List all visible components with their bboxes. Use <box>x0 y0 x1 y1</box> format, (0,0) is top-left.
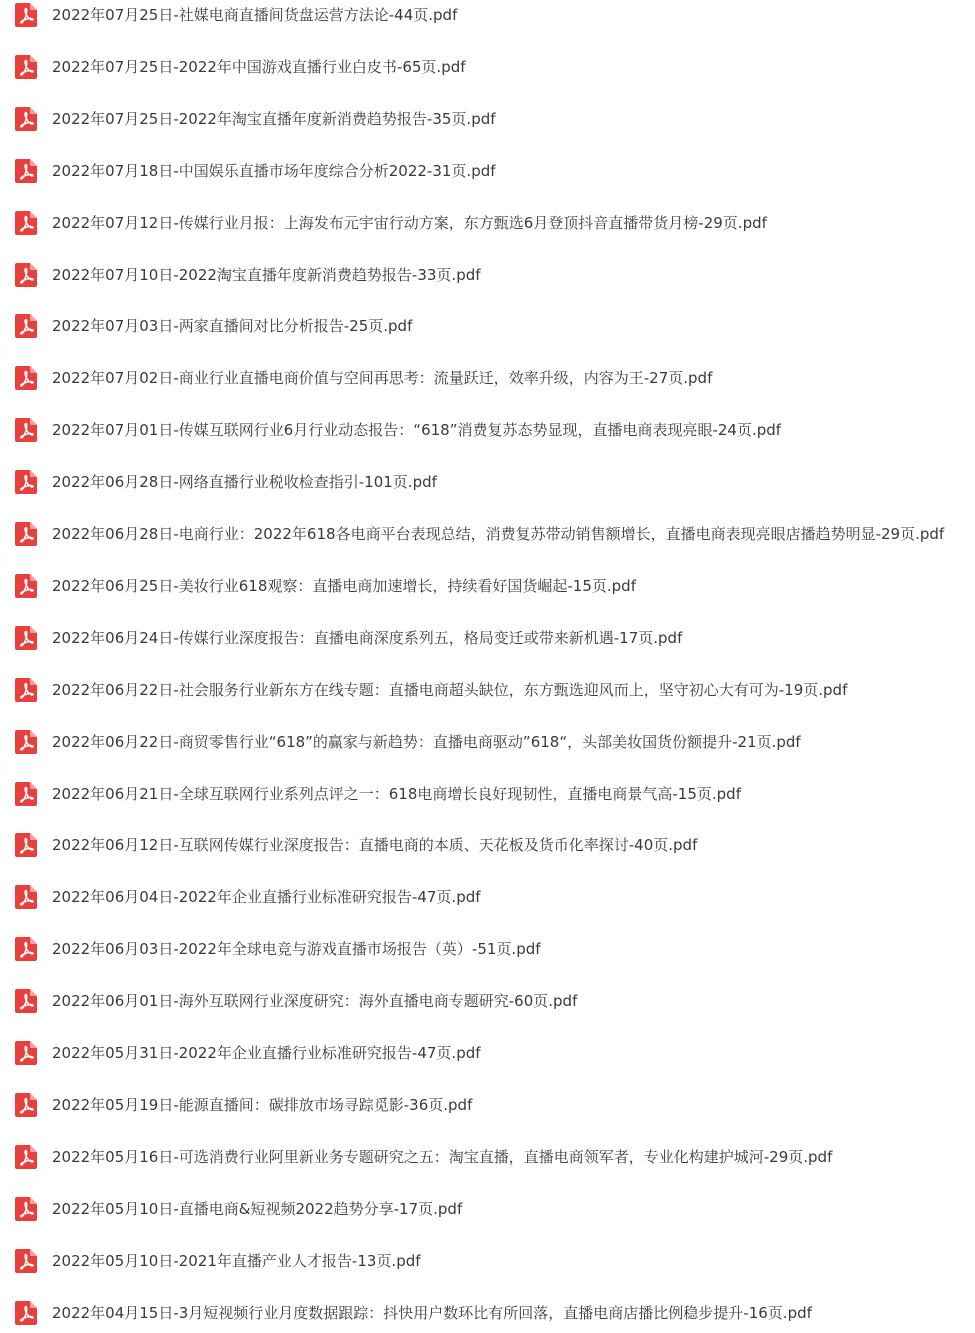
pdf-icon <box>15 885 37 909</box>
file-name: 2022年05月31日-2022年企业直播行业标准研究报告-47页.pdf <box>52 1044 481 1062</box>
file-name: 2022年05月16日-可选消费行业阿里新业务专题研究之五：淘宝直播，直播电商领军者，专业化构建护城河-29页.pdf <box>52 1147 833 1166</box>
file-list-item[interactable] <box>0 618 975 658</box>
pdf-icon <box>15 107 37 131</box>
file-name: 2022年06月28日-网络直播行业税收检查指引-101页.pdf <box>52 473 437 492</box>
pdf-icon <box>15 314 37 338</box>
file-list-item[interactable] <box>0 825 975 865</box>
pdf-icon <box>15 366 37 390</box>
file-list-item[interactable] <box>0 0 975 35</box>
pdf-icon <box>15 1197 37 1221</box>
file-list-item[interactable] <box>0 722 975 762</box>
file-name: 2022年05月10日-2021年直播产业人才报告-13页.pdf <box>52 1251 421 1270</box>
file-name: 2022年07月25日-2022年淘宝直播年度新消费趋势报告-35页.pdf <box>52 109 496 128</box>
pdf-icon <box>15 3 37 27</box>
file-name: 2022年06月01日-海外互联网行业深度研究：海外直播电商专题研究-60页.pdf <box>52 992 578 1011</box>
file-name: 2022年06月25日-美妆行业618观察：直播电商加速增长，持续看好国货崛起-15页.pdf <box>52 576 636 595</box>
pdf-icon <box>15 782 37 806</box>
file-list-item[interactable] <box>0 255 975 295</box>
file-name: 2022年07月12日-传媒行业月报：上海发布元宇宙行动方案，东方甄选6月登顶抖音直播带货月榜-29页.pdf <box>52 213 767 232</box>
file-list-item[interactable] <box>0 1033 975 1073</box>
file-list-item[interactable] <box>0 566 975 606</box>
file-list-item[interactable] <box>0 981 975 1021</box>
pdf-icon <box>15 626 37 650</box>
pdf-icon <box>15 159 37 183</box>
pdf-icon <box>15 989 37 1013</box>
pdf-icon <box>15 937 37 961</box>
file-list-item[interactable] <box>0 1085 975 1125</box>
file-name: 2022年06月04日-2022年企业直播行业标准研究报告-47页.pdf <box>52 888 481 907</box>
pdf-icon <box>15 211 37 235</box>
pdf-icon <box>15 1145 37 1169</box>
pdf-icon <box>15 263 37 287</box>
file-name: 2022年07月03日-两家直播间对比分析报告-25页.pdf <box>52 317 413 336</box>
file-list-item[interactable] <box>0 462 975 502</box>
pdf-icon <box>15 470 37 494</box>
file-name: 2022年04月15日-3月短视频行业月度数据跟踪：抖快用户数环比有所回落，直播电商店播比例稳步提升-16页.pdf <box>52 1303 812 1322</box>
file-list-item[interactable] <box>0 514 975 554</box>
file-list-item[interactable] <box>0 151 975 191</box>
pdf-icon <box>15 730 37 754</box>
file-list-item[interactable] <box>0 99 975 139</box>
file-list-item[interactable] <box>0 877 975 917</box>
pdf-icon <box>15 678 37 702</box>
file-name: 2022年07月02日-商业行业直播电商价值与空间再思考：流量跃迁，效率升级，内容为王-27页.pdf <box>52 369 713 388</box>
file-name: 2022年06月03日-2022年全球电竞与游戏直播市场报告（英）-51页.pdf <box>52 940 541 959</box>
file-list-item[interactable] <box>0 306 975 346</box>
file-name: 2022年06月28日-电商行业：2022年618各电商平台表现总结，消费复苏带动销售额增长，直播电商表现亮眼店播趋势明显-29页.pdf <box>52 525 945 543</box>
file-list-item[interactable] <box>0 47 975 87</box>
file-name: 2022年05月19日-能源直播间：碳排放市场寻踪觅影-36页.pdf <box>52 1095 473 1114</box>
pdf-icon <box>15 522 37 546</box>
file-name: 2022年07月25日-2022年中国游戏直播行业白皮书-65页.pdf <box>52 57 466 76</box>
file-name: 2022年06月24日-传媒行业深度报告：直播电商深度系列五，格局变迁或带来新机遇-17页.pdf <box>52 628 683 647</box>
file-name: 2022年06月21日-全球互联网行业系列点评之一：618电商增长良好现韧性，直播电商景气高-15页.pdf <box>52 784 741 803</box>
file-list-item[interactable] <box>0 1241 975 1281</box>
pdf-icon <box>15 574 37 598</box>
pdf-icon <box>15 418 37 442</box>
pdf-icon <box>15 1041 37 1065</box>
file-name: 2022年07月10日-2022淘宝直播年度新消费趋势报告-33页.pdf <box>52 265 481 284</box>
pdf-icon <box>15 1093 37 1117</box>
file-list-item[interactable] <box>0 929 975 969</box>
file-list-item[interactable] <box>0 670 975 710</box>
file-name: 2022年06月22日-商贸零售行业“618”的赢家与新趋势：直播电商驱动”618“，头部美妆国货份额提升-21页.pdf <box>52 732 801 751</box>
pdf-icon <box>15 1301 37 1325</box>
file-list-item[interactable] <box>0 1137 975 1177</box>
file-list-item[interactable] <box>0 774 975 814</box>
file-list-item[interactable] <box>0 1189 975 1229</box>
pdf-icon <box>15 833 37 857</box>
file-name: 2022年06月22日-社会服务行业新东方在线专题：直播电商超头缺位，东方甄选迎风而上，坚守初心大有可为-19页.pdf <box>52 680 848 699</box>
file-name: 2022年07月01日-传媒互联网行业6月行业动态报告：“618”消费复苏态势显现，直播电商表现亮眼-24页.pdf <box>52 421 782 440</box>
file-list-item[interactable] <box>0 410 975 450</box>
file-name: 2022年05月10日-直播电商&短视频2022趋势分享-17页.pdf <box>52 1199 463 1218</box>
file-list-item[interactable] <box>0 1293 975 1333</box>
pdf-icon <box>15 1249 37 1273</box>
pdf-icon <box>15 55 37 79</box>
file-name: 2022年07月25日-社媒电商直播间货盘运营方法论-44页.pdf <box>52 6 458 24</box>
file-name: 2022年07月18日-中国娱乐直播市场年度综合分析2022-31页.pdf <box>52 161 496 180</box>
file-list-item[interactable] <box>0 203 975 243</box>
file-list-item[interactable] <box>0 358 975 398</box>
file-name: 2022年06月12日-互联网传媒行业深度报告：直播电商的本质、天花板及货币化率探讨-40页.pdf <box>52 836 698 855</box>
